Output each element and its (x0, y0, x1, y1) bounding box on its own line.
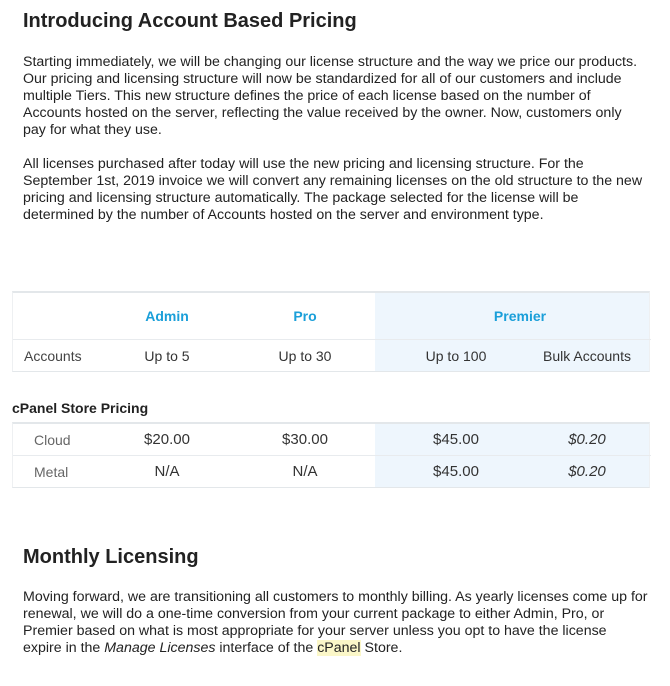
intro-paragraph-1: Starting immediately, we will be changing our license structure and the way we price our products. Our pricing and licensing structure will now be standardized for all of our customers and include multiple Tiers. This new structure defines the price of each license based on the number of Accounts hosted on the server, reflecting the value received by the owner. Now, customers only pay for what they use. (23, 54, 638, 138)
price-cloud-admin: $20.00 (144, 431, 190, 448)
price-metal-pro: N/A (292, 463, 318, 480)
tier-premier: Premier (493, 308, 547, 324)
pricing-row-cloud (13, 424, 651, 456)
price-cloud-pro: $30.00 (282, 431, 328, 448)
store-pricing-title: cPanel Store Pricing (12, 400, 149, 416)
section-title-account-pricing: Introducing Account Based Pricing (23, 10, 357, 32)
cpanel-highlight: cPanel (317, 640, 361, 656)
section-title-monthly-licensing: Monthly Licensing (23, 546, 199, 568)
tier-pro: Pro (293, 308, 317, 324)
intro-paragraph-2: All licenses purchased after today will use the new pricing and licensing structure. For the September 1st, 2019 invoice we will convert any remaining licenses on the old structure to the new pricing and licensing structure automatically. The package selected for the license will be determined by the number of Accounts hosted on the server and environment type. (23, 156, 643, 223)
tier-table (12, 291, 650, 372)
pricing-row-metal (13, 456, 651, 487)
accounts-premier: Up to 100 (425, 347, 487, 364)
accounts-pro: Up to 30 (278, 347, 332, 364)
monthly-licensing-paragraph (23, 589, 648, 657)
price-metal-premier: $45.00 (433, 463, 479, 480)
tier-admin: Admin (145, 308, 189, 324)
accounts-bulk: Bulk Accounts (543, 347, 631, 364)
paragraph-text: Store. (360, 640, 403, 656)
store-pricing-table (12, 422, 650, 488)
accounts-label: Accounts (24, 347, 82, 364)
paragraph-text: Moving forward, we are transitioning all customers to monthly billing. As yearly licenses come up for renewal, we will do a one-time conversion from your current package to either Admin, Pro, or Premier based on what is most appropriate for your server unless you opt to have the license expire in the (23, 589, 648, 656)
tier-header-row (13, 293, 651, 340)
paragraph-text: interface of the (215, 640, 318, 656)
price-metal-bulk: $0.20 (568, 463, 606, 480)
row-label-cloud: Cloud (34, 431, 71, 448)
price-cloud-premier: $45.00 (433, 431, 479, 448)
accounts-row (13, 340, 651, 371)
price-metal-admin: N/A (154, 463, 180, 480)
row-label-metal: Metal (34, 463, 69, 480)
manage-licenses-text: Manage Licenses (104, 640, 216, 656)
accounts-admin: Up to 5 (144, 347, 190, 364)
price-cloud-bulk: $0.20 (568, 431, 606, 448)
